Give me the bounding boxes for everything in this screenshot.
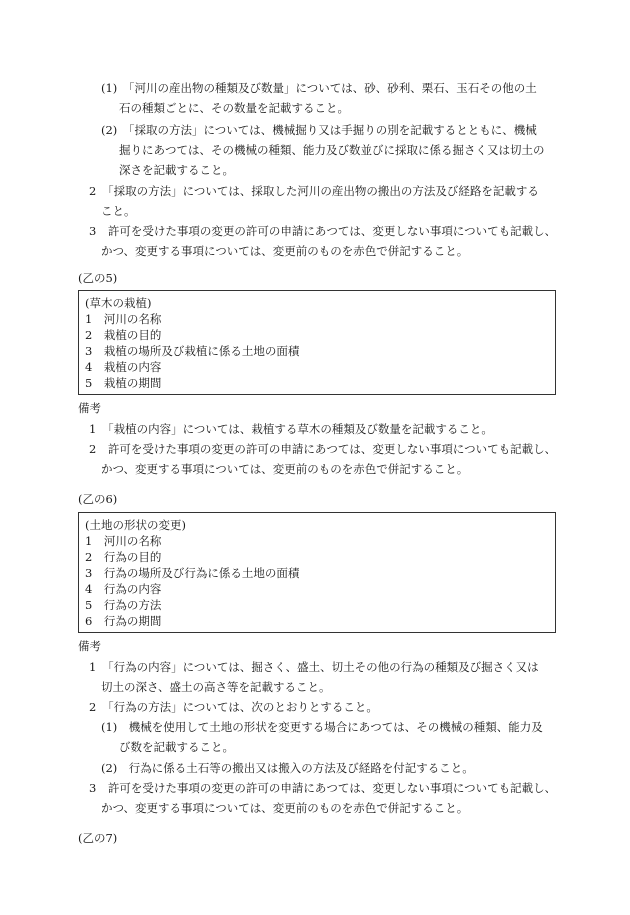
note-line: (2) 行為に係る土石等の搬出又は搬入の方法及び経路を付記すること。 (101, 761, 474, 775)
box-title: (土地の形状の変更) (85, 518, 186, 532)
form-label-7: (乙の7) (78, 831, 118, 845)
box-item: 4 栽植の内容 (85, 360, 162, 374)
note-line: 3 許可を受けた事項の変更の許可の申請にあつては、変更しない事項についても記載し、 (89, 224, 557, 238)
note-line: び数を記載すること。 (119, 740, 234, 754)
note-line: (2) 「採取の方法」については、機械掘り又は手掘りの別を記載するとともに、機械 (101, 123, 537, 137)
note-line: 深さを記載すること。 (119, 163, 234, 177)
note-line: 切土の深さ、盛土の高さ等を記載すること。 (101, 680, 331, 694)
box-title: (草木の栽植) (85, 296, 152, 310)
notes-heading: 備考 (78, 401, 101, 415)
note-line: 石の種類ごとに、その数量を記載すること。 (119, 101, 349, 115)
form-label-5: (乙の5) (78, 271, 118, 285)
note-line: 3 許可を受けた事項の変更の許可の申請にあつては、変更しない事項についても記載し、 (89, 781, 557, 795)
box-item: 1 河川の名称 (85, 534, 162, 548)
note-line: 2 「行為の方法」については、次のとおりとすること。 (89, 700, 378, 714)
box-item: 2 行為の目的 (85, 550, 162, 564)
note-line: 1 「行為の内容」については、掘さく、盛土、切土その他の行為の種類及び掘さく又は (89, 660, 539, 674)
box-item: 6 行為の期間 (85, 614, 162, 628)
box-item: 5 行為の方法 (85, 598, 162, 612)
box-item: 1 河川の名称 (85, 312, 162, 326)
note-line: こと。 (101, 204, 136, 218)
note-line: 1 「栽植の内容」については、栽植する草木の種類及び数量を記載すること。 (89, 422, 493, 436)
note-line: 2 許可を受けた事項の変更の許可の申請にあつては、変更しない事項についても記載し、 (89, 442, 557, 456)
box-item: 2 栽植の目的 (85, 328, 162, 342)
box-item: 3 行為の場所及び行為に係る土地の面積 (85, 566, 300, 580)
box-item: 4 行為の内容 (85, 582, 162, 596)
note-line: 掘りにあつては、その機械の種類、能力及び数並びに採取に係る掘さく又は切土の (119, 143, 545, 157)
note-line: かつ、変更する事項については、変更前のものを赤色で併記すること。 (101, 244, 469, 258)
note-line: かつ、変更する事項については、変更前のものを赤色で併記すること。 (101, 801, 469, 815)
box-item: 3 栽植の場所及び栽植に係る土地の面積 (85, 344, 300, 358)
box-item: 5 栽植の期間 (85, 376, 162, 390)
form-label-6: (乙の6) (78, 492, 118, 506)
form-6-box (78, 512, 556, 633)
note-line: (1) 「河川の産出物の種類及び数量」については、砂、砂利、栗石、玉石その他の土 (101, 81, 537, 95)
note-line: 2 「採取の方法」については、採取した河川の産出物の搬出の方法及び経路を記載する (89, 184, 539, 198)
form-5-box (78, 290, 556, 395)
notes-heading: 備考 (78, 639, 101, 653)
note-line: (1) 機械を使用して土地の形状を変更する場合にあつては、その機械の種類、能力及 (101, 720, 543, 734)
note-line: かつ、変更する事項については、変更前のものを赤色で併記すること。 (101, 462, 469, 476)
